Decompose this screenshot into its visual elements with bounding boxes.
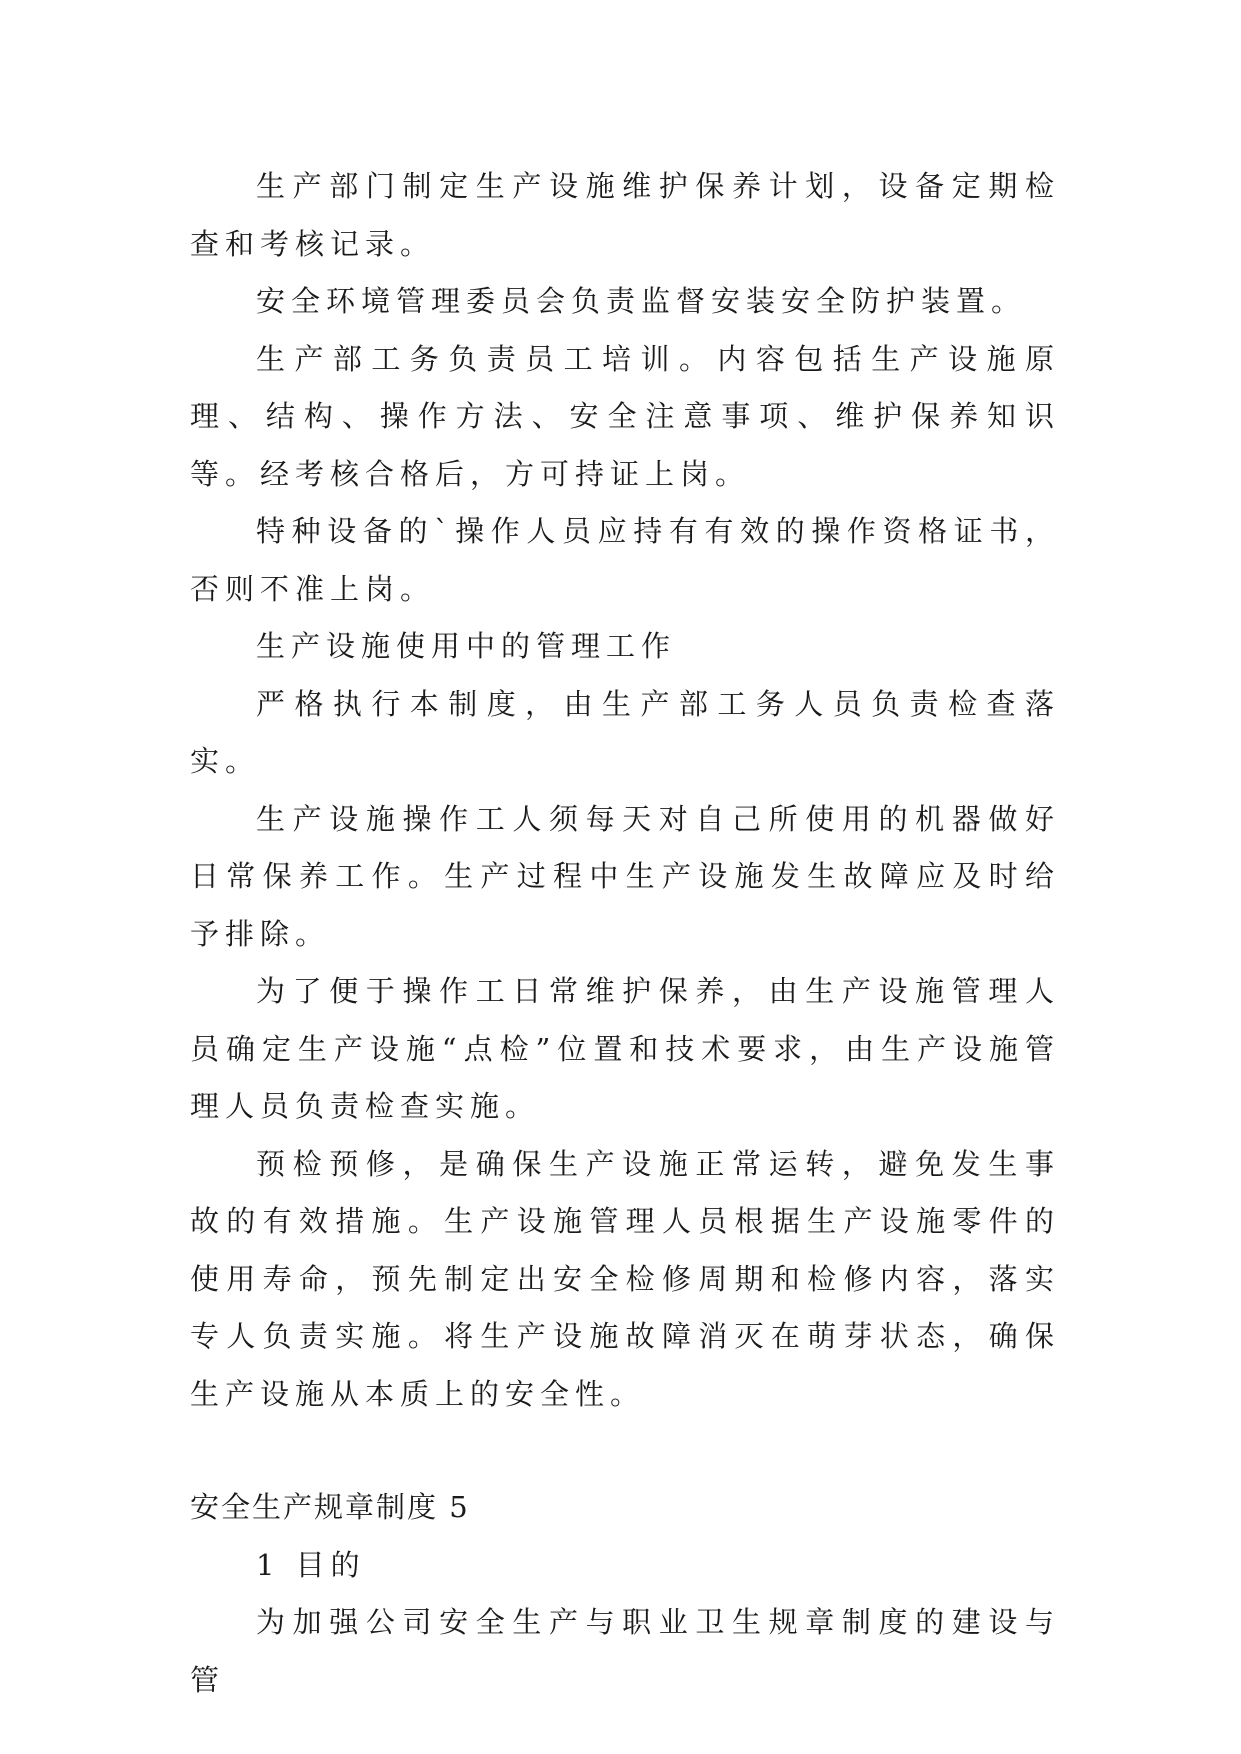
paragraph: 预检预修，是确保生产设施正常运转，避免发生事故的有效措施。生产设施管理人员根据生产设施零件的使用寿命，预先制定出安全检修周期和检修内容，落实专人负责实施。将生产设施故障消灭在萌芽状态，确保生产设施从本质上的安全性。 (190, 1146, 1060, 1411)
paragraph: 生产部门制定生产设施维护保养计划，设备定期检查和考核记录。 (190, 169, 1060, 261)
paragraph: 为了便于操作工日常维护保养，由生产设施管理人员确定生产设施“点检”位置和技术要求，由生产设施管理人员负责检查实施。 (190, 974, 1060, 1123)
paragraph: 为加强公司安全生产与职业卫生规章制度的建设与管 (190, 1605, 1060, 1697)
section-subheading: 1 目的 (256, 1547, 366, 1582)
paragraph: 特种设备的`操作人员应持有有效的操作资格证书，否则不准上岗。 (190, 514, 1060, 606)
paragraph: 生产设施使用中的管理工作 (256, 629, 677, 663)
paragraph: 生产部工务负责员工培训。内容包括生产设施原理、结构、操作方法、安全注意事项、维护保养知识等。经考核合格后，方可持证上岗。 (190, 341, 1060, 491)
paragraph: 安全环境管理委员会负责监督安装安全防护装置。 (256, 284, 1027, 318)
paragraph: 严格执行本制度，由生产部工务人员负责检查落实。 (190, 686, 1060, 778)
section-heading: 安全生产规章制度 5 (190, 1490, 470, 1524)
paragraph: 生产设施操作工人须每天对自己所使用的机器做好日常保养工作。生产过程中生产设施发生故障应及时给予排除。 (190, 801, 1060, 951)
document-body (190, 158, 1060, 1709)
